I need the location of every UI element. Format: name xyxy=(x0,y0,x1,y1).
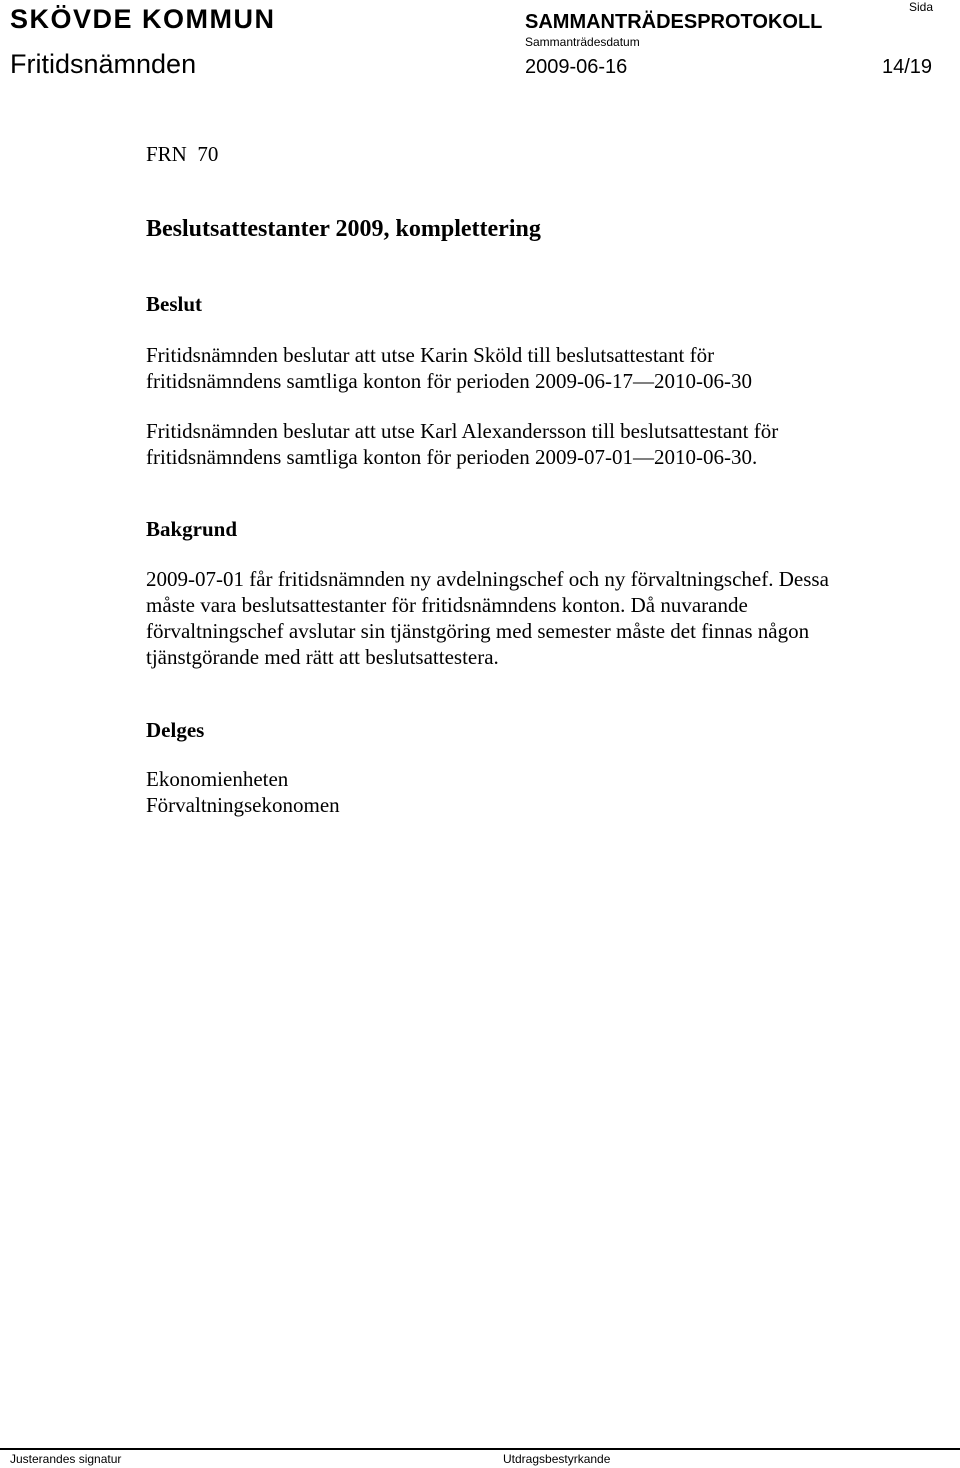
beslut-heading: Beslut xyxy=(146,292,203,316)
text-line: Fritidsnämnden beslutar att utse Karl Alexandersson till beslutsattestant för xyxy=(146,419,779,443)
bakgrund-heading: Bakgrund xyxy=(146,517,238,541)
delges-heading: Delges xyxy=(146,718,205,742)
meeting-date-label: Sammanträdesdatum xyxy=(525,35,640,49)
recipient: Förvaltningsekonomen xyxy=(146,793,340,817)
beslut-paragraph-2 xyxy=(146,418,778,470)
text-line: Fritidsnämnden beslutar att utse Karin Sköld till beslutsattestant för xyxy=(146,343,715,367)
page-number: 14/19 xyxy=(882,56,933,78)
page-label: Sida xyxy=(909,0,934,14)
committee-name: Fritidsnämnden xyxy=(10,49,197,79)
signature-label: Justerandes signatur xyxy=(10,1452,122,1466)
section-reference: FRN 70 xyxy=(146,142,219,166)
certification-label: Utdragsbestyrkande xyxy=(503,1452,611,1466)
text-line: tjänstgörande med rätt att beslutsattestera. xyxy=(146,645,499,669)
text-line: måste vara beslutsattestanter för fritidsnämndens konton. Då nuvarande xyxy=(146,593,748,617)
meeting-date: 2009-06-16 xyxy=(525,56,628,78)
footer-divider xyxy=(0,1448,960,1450)
document-type: SAMMANTRÄDESPROTOKOLL xyxy=(525,11,823,33)
beslut-paragraph-1 xyxy=(146,342,752,394)
bakgrund-paragraph xyxy=(146,566,829,670)
text-line: förvaltningschef avslutar sin tjänstgöring med semester måste det finnas någon xyxy=(146,619,810,643)
delges-recipients xyxy=(146,766,340,818)
recipient: Ekonomienheten xyxy=(146,767,289,791)
section-title: Beslutsattestanter 2009, komplettering xyxy=(146,216,541,242)
text-line: 2009-07-01 får fritidsnämnden ny avdelningschef och ny förvaltningschef. Dessa xyxy=(146,567,829,591)
municipality-logo: SKÖVDE KOMMUN xyxy=(10,4,276,34)
text-line: fritidsnämndens samtliga konton för perioden 2009-07-01—2010-06-30. xyxy=(146,445,758,469)
text-line: fritidsnämndens samtliga konton för perioden 2009-06-17—2010-06-30 xyxy=(146,369,752,393)
